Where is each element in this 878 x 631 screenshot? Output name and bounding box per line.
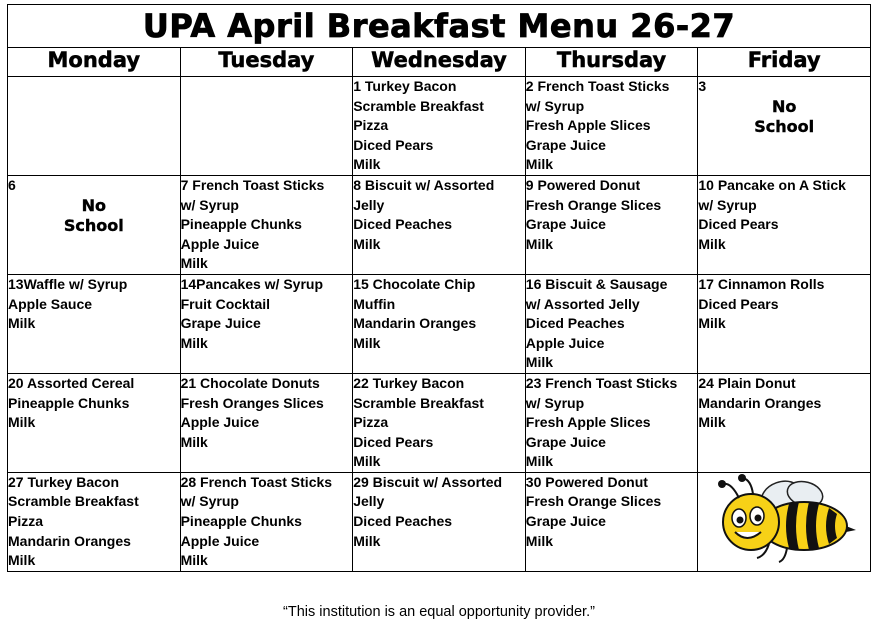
breakfast-menu-table bbox=[7, 4, 871, 572]
menu-item: w/ Assorted Jelly bbox=[525, 295, 640, 312]
day-cell bbox=[353, 373, 526, 472]
day-number-item: 16 Biscuit & Sausage bbox=[525, 275, 668, 292]
day-number-item: 24 Plain Donut bbox=[698, 374, 796, 391]
day-number-item: 22 Turkey Bacon bbox=[353, 374, 465, 391]
menu-item: Apple Juice bbox=[180, 235, 260, 252]
menu-item: Mandarin Oranges bbox=[353, 315, 477, 332]
day-cell bbox=[698, 472, 871, 571]
bee-icon bbox=[709, 474, 859, 566]
day-cell bbox=[525, 175, 698, 274]
day-cell bbox=[525, 472, 698, 571]
menu-item: Diced Pears bbox=[698, 216, 779, 233]
menu-item: Milk bbox=[698, 235, 726, 252]
menu-item: Mandarin Oranges bbox=[698, 394, 822, 411]
day-header: Friday bbox=[698, 48, 871, 77]
menu-item: w/ Syrup bbox=[180, 196, 239, 213]
menu-item: Milk bbox=[353, 532, 381, 549]
menu-item: Diced Peaches bbox=[353, 216, 453, 233]
day-cell bbox=[698, 77, 871, 176]
day-number-item: 29 Biscuit w/ Assorted bbox=[353, 473, 503, 490]
menu-item: Milk bbox=[698, 315, 726, 332]
week-row bbox=[8, 175, 871, 274]
menu-item: Fresh Oranges Slices bbox=[180, 394, 324, 411]
day-cell bbox=[8, 472, 181, 571]
menu-item: Milk bbox=[525, 235, 554, 252]
menu-item: Milk bbox=[8, 315, 36, 332]
day-number-item: 15 Chocolate Chip bbox=[353, 275, 476, 292]
day-header: Tuesday bbox=[180, 48, 353, 77]
day-number-item: 23 French Toast Sticks bbox=[525, 374, 678, 391]
day-number-item: 3 bbox=[698, 78, 707, 94]
day-number-item: 8 Biscuit w/ Assorted bbox=[353, 176, 495, 193]
menu-item: Grape Juice bbox=[525, 136, 606, 153]
menu-item: Apple Juice bbox=[180, 532, 260, 549]
menu-item: w/ Syrup bbox=[698, 196, 757, 213]
day-cell bbox=[8, 373, 181, 472]
menu-item: Pizza bbox=[353, 414, 389, 431]
day-number-item: 1 Turkey Bacon bbox=[353, 78, 457, 94]
no-school-label: No bbox=[81, 195, 106, 215]
week-row bbox=[8, 77, 871, 176]
day-number-item: 10 Pancake on A Stick bbox=[698, 176, 846, 193]
bee-illustration bbox=[698, 473, 870, 568]
day-cell bbox=[180, 77, 353, 176]
day-cell bbox=[525, 373, 698, 472]
menu-item: Jelly bbox=[353, 493, 385, 510]
menu-item: Diced Pears bbox=[353, 433, 434, 450]
menu-item: Grape Juice bbox=[525, 513, 606, 530]
day-header-row bbox=[8, 48, 871, 77]
week-row bbox=[8, 472, 871, 571]
menu-item: Pizza bbox=[8, 513, 44, 530]
menu-item: Pizza bbox=[353, 117, 389, 134]
menu-item: Fruit Cocktail bbox=[180, 295, 271, 312]
day-header: Thursday bbox=[525, 48, 698, 77]
menu-item: Scramble Breakfast bbox=[353, 394, 484, 411]
day-number-item: 6 bbox=[8, 176, 16, 193]
day-cell bbox=[353, 175, 526, 274]
menu-item: Milk bbox=[353, 334, 381, 351]
menu-item: Milk bbox=[8, 414, 36, 431]
day-number-item: 9 Powered Donut bbox=[525, 176, 641, 193]
day-cell bbox=[8, 175, 181, 274]
day-number-item: 17 Cinnamon Rolls bbox=[698, 275, 825, 292]
day-number-item: 7 French Toast Sticks bbox=[180, 176, 325, 193]
menu-item: Milk bbox=[525, 156, 554, 173]
no-school-label: School bbox=[63, 215, 124, 235]
menu-item: Milk bbox=[353, 156, 381, 173]
day-cell bbox=[180, 274, 353, 373]
menu-item: Pineapple Chunks bbox=[180, 216, 302, 233]
menu-item: Apple Sauce bbox=[8, 295, 93, 312]
menu-item: Fresh Orange Slices bbox=[525, 196, 662, 213]
day-cell bbox=[180, 175, 353, 274]
day-header: Wednesday bbox=[353, 48, 526, 77]
day-cell bbox=[698, 274, 871, 373]
menu-item: Mandarin Oranges bbox=[8, 532, 131, 549]
menu-item: Milk bbox=[180, 255, 208, 272]
day-cell bbox=[8, 274, 181, 373]
menu-item: Fresh Apple Slices bbox=[525, 117, 651, 134]
menu-item: Pineapple Chunks bbox=[8, 394, 130, 411]
menu-item: Fresh Orange Slices bbox=[525, 493, 662, 510]
menu-item: Milk bbox=[180, 552, 208, 569]
menu-item: Grape Juice bbox=[525, 216, 606, 233]
day-number-item: 14Pancakes w/ Syrup bbox=[180, 275, 324, 292]
day-cell bbox=[698, 175, 871, 274]
menu-item: Grape Juice bbox=[525, 433, 606, 450]
day-number-item: 20 Assorted Cereal bbox=[8, 374, 135, 391]
week-row bbox=[8, 274, 871, 373]
menu-item: Diced Pears bbox=[353, 136, 434, 153]
menu-item: Milk bbox=[353, 235, 381, 252]
day-cell bbox=[698, 373, 871, 472]
footer-disclaimer: “This institution is an equal opportunity provider.” bbox=[283, 604, 595, 620]
menu-item: Jelly bbox=[353, 196, 385, 213]
menu-item: w/ Syrup bbox=[180, 493, 239, 510]
day-cell bbox=[525, 77, 698, 176]
menu-title: UPA April Breakfast Menu 26-27 bbox=[142, 7, 736, 45]
day-cell bbox=[353, 274, 526, 373]
menu-item: Fresh Apple Slices bbox=[525, 414, 651, 431]
menu-item: Milk bbox=[698, 414, 726, 431]
menu-item: Apple Juice bbox=[180, 414, 260, 431]
title-cell bbox=[8, 5, 871, 48]
week-row bbox=[8, 373, 871, 472]
menu-item: Diced Peaches bbox=[525, 315, 625, 332]
menu-item: w/ Syrup bbox=[525, 394, 585, 411]
day-number-item: 21 Chocolate Donuts bbox=[180, 374, 320, 391]
no-school-label: School bbox=[754, 116, 815, 136]
menu-item: Apple Juice bbox=[525, 334, 605, 351]
menu-item: Milk bbox=[8, 552, 36, 569]
menu-item: Diced Peaches bbox=[353, 513, 453, 530]
menu-item: Milk bbox=[525, 532, 554, 549]
menu-item: Milk bbox=[353, 453, 381, 470]
menu-item: Diced Pears bbox=[698, 295, 779, 312]
menu-item: Milk bbox=[180, 334, 208, 351]
day-cell bbox=[525, 274, 698, 373]
menu-item: Milk bbox=[525, 453, 554, 470]
menu-item: w/ Syrup bbox=[525, 97, 585, 114]
menu-item: Milk bbox=[180, 433, 208, 450]
menu-item: Pineapple Chunks bbox=[180, 513, 302, 530]
day-cell bbox=[353, 77, 526, 176]
menu-item: Grape Juice bbox=[180, 315, 261, 332]
day-cell bbox=[353, 472, 526, 571]
day-cell bbox=[180, 373, 353, 472]
menu-item: Muffin bbox=[353, 295, 396, 312]
day-number-item: 2 French Toast Sticks bbox=[525, 78, 670, 94]
day-number-item: 28 French Toast Sticks bbox=[180, 473, 333, 490]
day-number-item: 13Waffle w/ Syrup bbox=[8, 275, 128, 292]
day-cell bbox=[8, 77, 181, 176]
day-number-item: 30 Powered Donut bbox=[525, 473, 648, 490]
day-cell bbox=[180, 472, 353, 571]
no-school-label: No bbox=[771, 96, 797, 116]
menu-item: Milk bbox=[525, 354, 554, 371]
day-number-item: 27 Turkey Bacon bbox=[8, 473, 120, 490]
menu-item: Scramble Breakfast bbox=[8, 493, 139, 510]
day-header: Monday bbox=[8, 48, 181, 77]
menu-item: Scramble Breakfast bbox=[353, 97, 484, 114]
